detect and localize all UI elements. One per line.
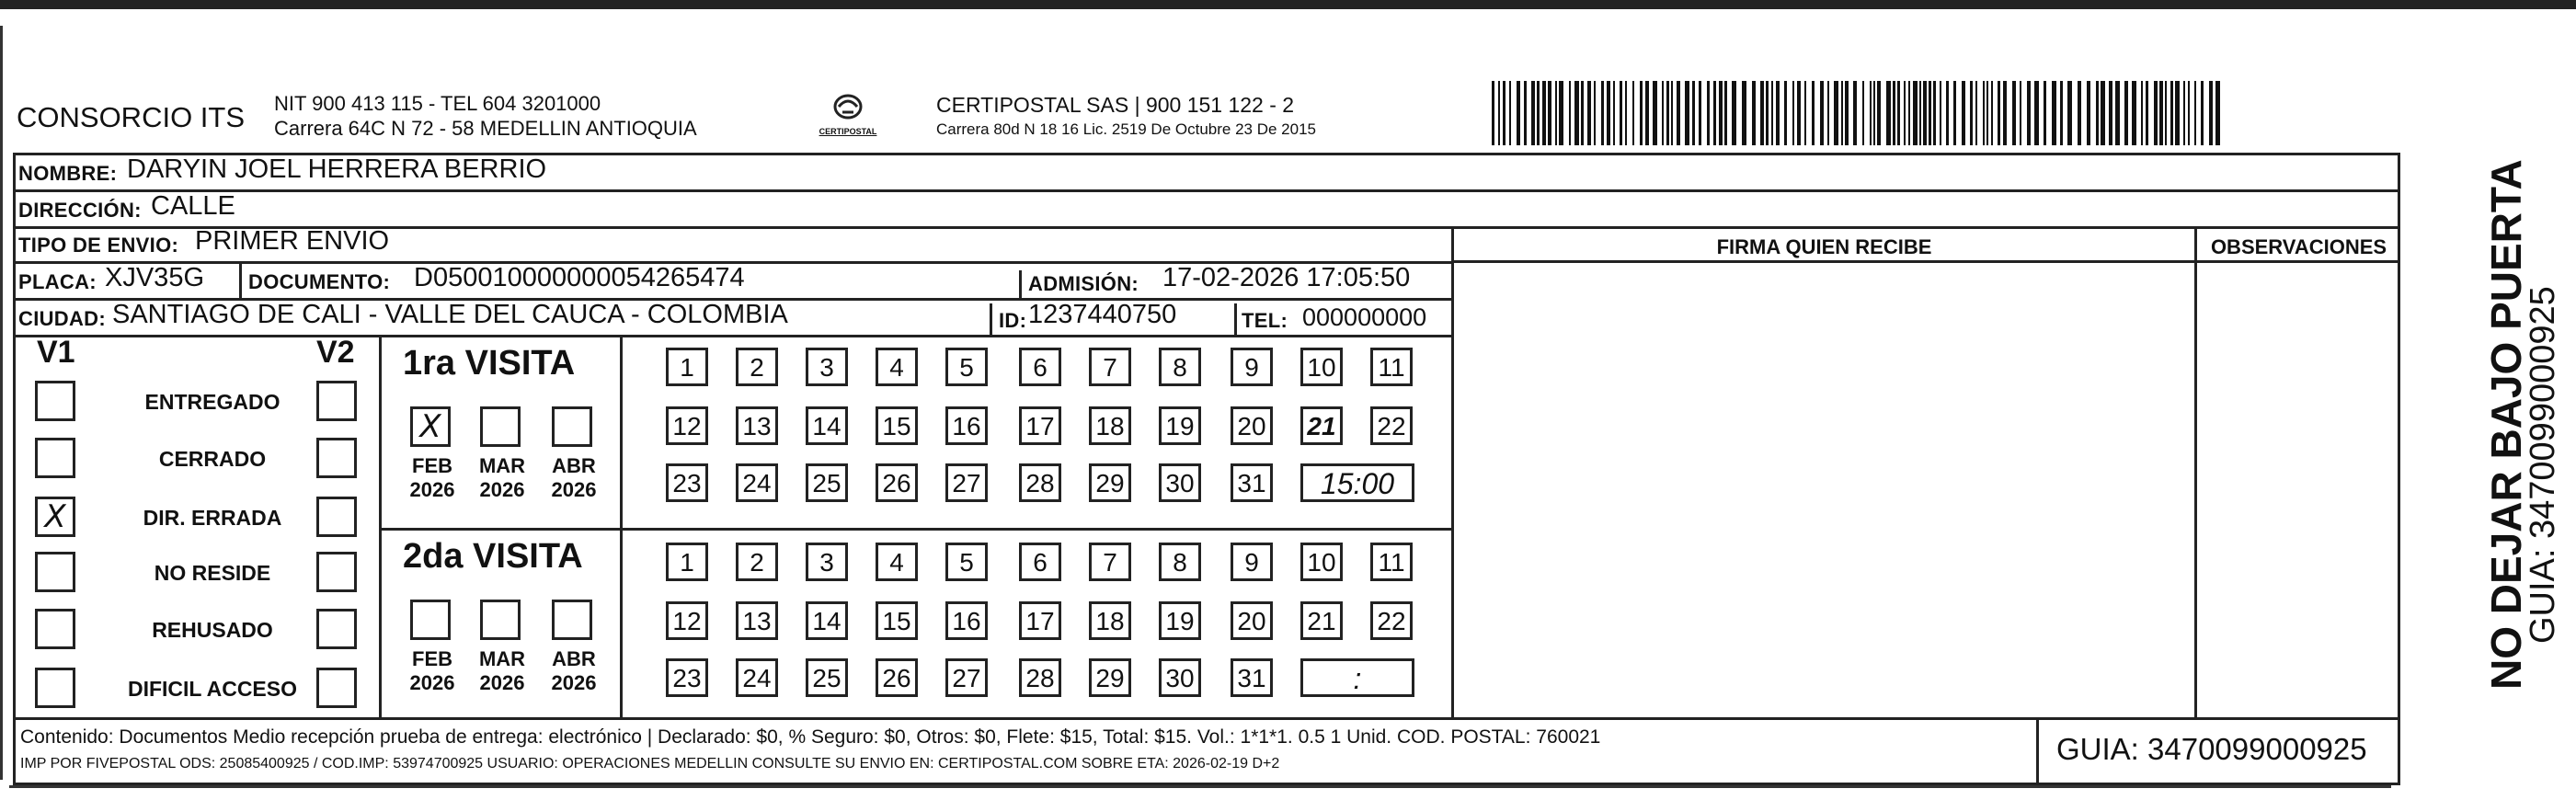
day-box[interactable]: 15 <box>876 406 918 445</box>
v1-checkbox[interactable] <box>35 668 75 708</box>
status-section <box>13 335 1451 717</box>
day-box[interactable]: 15 <box>876 601 918 640</box>
barcode-bar <box>2027 81 2031 145</box>
day-box[interactable]: 2 <box>736 543 778 581</box>
day-box[interactable]: 27 <box>945 463 988 502</box>
barcode-bar <box>2132 81 2136 145</box>
barcode-bar <box>1645 81 1649 145</box>
month-label: FEB <box>412 454 452 477</box>
day-box[interactable]: 30 <box>1159 658 1201 697</box>
day-box[interactable]: 22 <box>1370 406 1413 445</box>
barcode-bar <box>1998 81 2000 145</box>
barcode-bar <box>1953 81 1956 145</box>
day-box[interactable]: 31 <box>1231 658 1273 697</box>
day-box[interactable]: 4 <box>876 348 918 386</box>
day-box[interactable]: 12 <box>666 601 708 640</box>
address-line: Carrera 64C N 72 - 58 MEDELLIN ANTIOQUIA <box>274 117 697 140</box>
barcode-bar <box>1594 81 1596 145</box>
barcode-bar <box>1620 81 1622 145</box>
barcode-bar <box>2188 81 2190 145</box>
v2-checkbox[interactable] <box>316 497 357 537</box>
day-box[interactable]: 5 <box>945 543 988 581</box>
v2-label: V2 <box>316 335 355 370</box>
footer-imp: IMP POR FIVEPOSTAL ODS: 25085400925 / COD.IMP: 53974700925 USUARIO: OPERACIONES MEDELLIN CONSULTE SU ENVIO EN: CERTIPOSTAL.COM SOBRE ETA: 2026-02-19 D+2 <box>20 756 1280 771</box>
barcode-bar <box>1812 81 1815 145</box>
day-box[interactable]: 24 <box>736 658 778 697</box>
day-box[interactable]: 18 <box>1089 406 1131 445</box>
barcode-bar <box>1929 81 1931 145</box>
barcode-bar <box>1531 81 1535 145</box>
documento-value: D050010000000054265474 <box>414 263 745 292</box>
barcode-bar <box>1986 81 1988 145</box>
row-direccion <box>13 189 2400 229</box>
day-box-marked[interactable]: 21 <box>1300 406 1343 445</box>
v1-checkbox[interactable] <box>35 438 75 478</box>
barcode-bar <box>1797 81 1801 145</box>
observations-area[interactable] <box>2197 263 2400 717</box>
barcode-bar <box>2209 81 2213 145</box>
month-divider <box>620 335 623 717</box>
nombre-label: NOMBRE: <box>18 162 118 185</box>
day-box[interactable]: 26 <box>876 658 918 697</box>
barcode-bar <box>2146 81 2148 145</box>
month-checkbox[interactable] <box>480 406 521 447</box>
day-box[interactable]: 14 <box>806 406 848 445</box>
left-border <box>0 26 3 780</box>
firma-header: FIRMA QUIEN RECIBE <box>1716 235 1932 258</box>
barcode-bar <box>2060 81 2063 145</box>
v1-checkbox[interactable] <box>35 609 75 649</box>
month-checkbox[interactable]: X <box>410 406 451 447</box>
day-box[interactable]: 23 <box>666 463 708 502</box>
barcode-bar <box>1666 81 1669 145</box>
barcode-bar <box>1870 81 1872 145</box>
ciudad-label: CIUDAD: <box>18 307 106 330</box>
first-visit-title: 1ra VISITA <box>403 344 576 383</box>
v2-checkbox[interactable] <box>316 668 357 708</box>
day-box[interactable]: 3 <box>806 348 848 386</box>
barcode-bar <box>2215 81 2220 145</box>
barcode-bar <box>1632 81 1634 145</box>
day-box[interactable]: 19 <box>1159 601 1201 640</box>
barcode-bar <box>2194 81 2196 145</box>
barcode-bar <box>1940 81 1941 145</box>
barcode-bar <box>2096 81 2099 145</box>
tipo-value: PRIMER ENVIO <box>195 226 390 256</box>
barcode-bar <box>2141 81 2143 145</box>
barcode-bar <box>1742 81 1746 145</box>
day-box[interactable]: 17 <box>1019 406 1061 445</box>
footer-contenido: Contenido: Documentos Medio recepción prueba de entrega: electrónico | Declarado: $0, % Seguro: $0, Otros: $0, Flete: $15, Total: $15. Vol.: 1*1*1. 0.5 1 Unid. COD. POSTAL: 760021 <box>20 726 1601 748</box>
barcode-bar <box>1732 81 1736 145</box>
barcode-bar <box>1719 81 1723 145</box>
barcode-bar <box>1853 81 1857 145</box>
v1-label: V1 <box>37 335 75 370</box>
barcode-bar <box>1908 81 1910 145</box>
month-checkbox[interactable] <box>480 600 521 640</box>
barcode-bar <box>1509 81 1511 145</box>
barcode-bar <box>2109 81 2112 145</box>
divider <box>239 261 242 298</box>
footer-divider <box>2036 717 2039 785</box>
barcode-bar <box>2124 81 2128 145</box>
day-box[interactable]: 28 <box>1019 658 1061 697</box>
v1-checkbox[interactable]: X <box>35 497 75 537</box>
barcode-bar <box>2165 81 2167 145</box>
status-label: DIFICIL ACCESO <box>127 677 297 701</box>
documento-label: DOCUMENTO: <box>248 270 391 293</box>
status-label: ENTREGADO <box>144 390 280 414</box>
barcode-bar <box>1640 81 1643 145</box>
day-box[interactable]: 14 <box>806 601 848 640</box>
day-box[interactable]: 6 <box>1019 543 1061 581</box>
v2-checkbox[interactable] <box>316 381 357 421</box>
month-checkbox[interactable] <box>552 600 592 640</box>
barcode-bar <box>1707 81 1710 145</box>
barcode-bar <box>1574 81 1579 145</box>
status-label: NO RESIDE <box>154 561 271 585</box>
barcode-bar <box>1897 81 1900 145</box>
signature-area[interactable] <box>1454 263 2194 717</box>
month-label: ABR <box>552 454 596 477</box>
day-box[interactable]: 31 <box>1231 463 1273 502</box>
year-label: 2026 <box>551 671 597 694</box>
v2-checkbox[interactable] <box>316 609 357 649</box>
v1-checkbox[interactable] <box>35 552 75 592</box>
day-box[interactable]: 28 <box>1019 463 1061 502</box>
direccion-value: CALLE <box>151 191 235 221</box>
barcode-bar <box>1862 81 1864 145</box>
placa-value: XJV35G <box>105 263 204 292</box>
month-label: MAR <box>478 454 526 477</box>
row-ciudad <box>13 298 1451 337</box>
barcode-bar <box>1919 81 1921 145</box>
barcode-bar <box>1886 81 1891 145</box>
second-visit-title: 2da VISITA <box>403 537 583 576</box>
year-label: 2026 <box>479 671 525 694</box>
barcode-bar <box>1607 81 1610 145</box>
row-nombre <box>13 153 2400 192</box>
divider <box>990 303 992 335</box>
certipostal-logo <box>811 88 885 153</box>
day-box[interactable]: 20 <box>1231 601 1273 640</box>
nombre-value: DARYIN JOEL HERRERA BERRIO <box>127 154 547 184</box>
barcode-bar <box>2012 81 2016 145</box>
row-placa <box>13 261 1451 301</box>
admision-label: ADMISIÓN: <box>1028 272 1139 295</box>
barcode-bar <box>2183 81 2185 145</box>
status-label: DIR. ERRADA <box>143 506 282 530</box>
placa-label: PLACA: <box>18 270 97 293</box>
id-value: 1237440750 <box>1028 300 1177 329</box>
barcode-bar <box>1913 81 1918 145</box>
barcode-bar <box>1581 81 1584 145</box>
day-box[interactable]: 25 <box>806 658 848 697</box>
barcode-bar <box>2052 81 2056 145</box>
barcode-bar <box>1766 81 1769 145</box>
nit-line: NIT 900 413 115 - TEL 604 3201000 <box>274 92 601 115</box>
company-name: CONSORCIO ITS <box>17 101 246 133</box>
barcode-bar <box>1752 81 1756 145</box>
status-divider <box>379 335 382 717</box>
day-box[interactable]: 29 <box>1089 658 1131 697</box>
barcode-bar <box>1841 81 1843 145</box>
barcode-bar <box>2003 81 2007 145</box>
barcode-bar <box>1771 81 1773 145</box>
barcode-bar <box>1613 81 1615 145</box>
barcode-bar <box>1970 81 1973 145</box>
barcode-bar <box>2201 81 2204 145</box>
direccion-label: DIRECCIÓN: <box>18 199 142 222</box>
v2-checkbox[interactable] <box>316 438 357 478</box>
barcode-bar <box>1542 81 1546 145</box>
year-label: 2026 <box>551 478 597 501</box>
barcode-bar <box>1671 81 1673 145</box>
barcode-bar <box>1792 81 1794 145</box>
day-box[interactable]: 17 <box>1019 601 1061 640</box>
barcode-bar <box>1713 81 1716 145</box>
barcode-bar <box>1933 81 1936 145</box>
day-box[interactable]: 21 <box>1300 601 1343 640</box>
barcode-bar <box>1784 81 1787 145</box>
barcode-bar <box>1587 81 1591 145</box>
time-box[interactable]: : <box>1300 658 1414 697</box>
barcode-bar <box>2044 81 2046 145</box>
carrier-line: CERTIPOSTAL SAS | 900 151 122 - 2 <box>936 93 1295 117</box>
status-label: REHUSADO <box>152 618 273 642</box>
barcode-bar <box>2154 81 2158 145</box>
id-label: ID: <box>999 309 1027 332</box>
day-box[interactable]: 1 <box>666 348 708 386</box>
visit-divider <box>382 528 1451 531</box>
day-box[interactable]: 16 <box>945 406 988 445</box>
day-box[interactable]: 25 <box>806 463 848 502</box>
day-box[interactable]: 20 <box>1231 406 1273 445</box>
month-checkbox[interactable] <box>410 600 451 640</box>
barcode-bar <box>2159 81 2163 145</box>
barcode-bar <box>2101 81 2105 145</box>
barcode-bar <box>2087 81 2090 145</box>
day-box[interactable]: 23 <box>666 658 708 697</box>
barcode-bar <box>1873 81 1875 145</box>
observaciones-header: OBSERVACIONES <box>2210 235 2387 258</box>
barcode-bar <box>2078 81 2081 145</box>
side-guia: GUIA: 3470099000925 <box>2524 286 2562 644</box>
divider <box>1019 270 1022 298</box>
tel-value: 000000000 <box>1302 303 1427 331</box>
barcode-bar <box>1820 81 1824 145</box>
year-label: 2026 <box>409 478 455 501</box>
barcode-bar <box>2067 81 2072 145</box>
barcode-bar <box>1569 81 1571 145</box>
v1-checkbox[interactable] <box>35 381 75 421</box>
day-box[interactable]: 10 <box>1300 348 1343 386</box>
day-box[interactable]: 6 <box>1019 348 1061 386</box>
day-box[interactable]: 4 <box>876 543 918 581</box>
barcode-bar <box>1699 81 1701 145</box>
day-box[interactable]: 19 <box>1159 406 1201 445</box>
month-label: ABR <box>552 647 596 670</box>
day-box[interactable]: 13 <box>736 601 778 640</box>
day-box[interactable]: 1 <box>666 543 708 581</box>
side-panel <box>2402 0 2576 699</box>
day-box[interactable]: 13 <box>736 406 778 445</box>
barcode-bar <box>1517 81 1520 145</box>
day-box[interactable]: 12 <box>666 406 708 445</box>
day-box[interactable]: 26 <box>876 463 918 502</box>
barcode-bar <box>1559 81 1563 145</box>
barcode-bar <box>1492 81 1494 145</box>
tipo-label: TIPO DE ENVIO: <box>18 234 179 257</box>
barcode-bar <box>1625 81 1627 145</box>
day-box[interactable]: 10 <box>1300 543 1343 581</box>
barcode-bar <box>1983 81 1985 145</box>
barcode-bar <box>1975 81 1977 145</box>
bottom-border <box>9 785 2391 788</box>
barcode-bar <box>1877 81 1881 145</box>
barcode-bar <box>1692 81 1695 145</box>
barcode-bar <box>1498 81 1500 145</box>
barcode-bar <box>2175 81 2180 145</box>
barcode-bar <box>1804 81 1806 145</box>
day-box[interactable]: 9 <box>1231 543 1273 581</box>
month-checkbox[interactable] <box>552 406 592 447</box>
barcode-bar <box>1548 81 1551 145</box>
barcode-bar <box>2020 81 2021 145</box>
barcode-bar <box>1776 81 1780 145</box>
day-box[interactable]: 2 <box>736 348 778 386</box>
ciudad-value: SANTIAGO DE CALI - VALLE DEL CAUCA - COLOMBIA <box>112 300 788 329</box>
month-label: FEB <box>412 647 452 670</box>
barcode-bar <box>1537 81 1540 145</box>
barcode <box>1490 81 2222 145</box>
barcode-bar <box>1555 81 1557 145</box>
day-box[interactable]: 16 <box>945 601 988 640</box>
barcode-bar <box>2170 81 2173 145</box>
barcode-bar <box>2115 81 2120 145</box>
barcode-bar <box>1893 81 1895 145</box>
day-box[interactable]: 30 <box>1159 463 1201 502</box>
divider <box>1234 303 1237 335</box>
barcode-bar <box>1962 81 1965 145</box>
barcode-bar <box>1845 81 1849 145</box>
barcode-bar <box>1685 81 1689 145</box>
day-box[interactable]: 27 <box>945 658 988 697</box>
time-box[interactable]: 15:00 <box>1300 463 1414 502</box>
day-box[interactable]: 9 <box>1231 348 1273 386</box>
day-box[interactable]: 18 <box>1089 601 1131 640</box>
barcode-bar <box>2034 81 2039 145</box>
row-tipo <box>13 226 1451 264</box>
status-label: CERRADO <box>158 447 267 471</box>
day-box[interactable]: 7 <box>1089 543 1131 581</box>
day-box[interactable]: 8 <box>1159 348 1201 386</box>
month-label: MAR <box>478 647 526 670</box>
admision-value: 17-02-2026 17:05:50 <box>1162 263 1411 292</box>
tel-label: TEL: <box>1242 309 1288 332</box>
barcode-bar <box>1724 81 1727 145</box>
barcode-bar <box>1601 81 1604 145</box>
barcode-bar <box>1834 81 1838 145</box>
day-box[interactable]: 22 <box>1370 601 1413 640</box>
barcode-bar <box>1662 81 1664 145</box>
barcode-bar <box>1677 81 1680 145</box>
barcode-bar <box>1946 81 1949 145</box>
year-label: 2026 <box>479 478 525 501</box>
side-warning: NO DEJAR BAJO PUERTA <box>2482 159 2530 690</box>
barcode-bar <box>1904 81 1906 145</box>
v2-checkbox[interactable] <box>316 552 357 592</box>
day-box[interactable]: 24 <box>736 463 778 502</box>
year-label: 2026 <box>409 671 455 694</box>
day-box[interactable]: 11 <box>1370 543 1413 581</box>
top-border <box>0 0 2576 9</box>
barcode-bar <box>1923 81 1927 145</box>
footer-guia: GUIA: 3470099000925 <box>2056 732 2367 766</box>
logo-caption: CERTIPOSTAL <box>819 127 877 136</box>
barcode-bar <box>1991 81 1993 145</box>
day-box[interactable]: 29 <box>1089 463 1131 502</box>
barcode-bar <box>1503 81 1506 145</box>
day-box[interactable]: 8 <box>1159 543 1201 581</box>
day-box[interactable]: 5 <box>945 348 988 386</box>
barcode-bar <box>1653 81 1657 145</box>
barcode-bar <box>1760 81 1764 145</box>
barcode-bar <box>1524 81 1527 145</box>
carrier-address: Carrera 80d N 18 16 Lic. 2519 De Octubre 23 De 2015 <box>936 120 1316 138</box>
day-box[interactable]: 7 <box>1089 348 1131 386</box>
barcode-bar <box>1827 81 1829 145</box>
day-box[interactable]: 11 <box>1370 348 1413 386</box>
footer-line <box>13 717 2400 720</box>
day-box[interactable]: 3 <box>806 543 848 581</box>
